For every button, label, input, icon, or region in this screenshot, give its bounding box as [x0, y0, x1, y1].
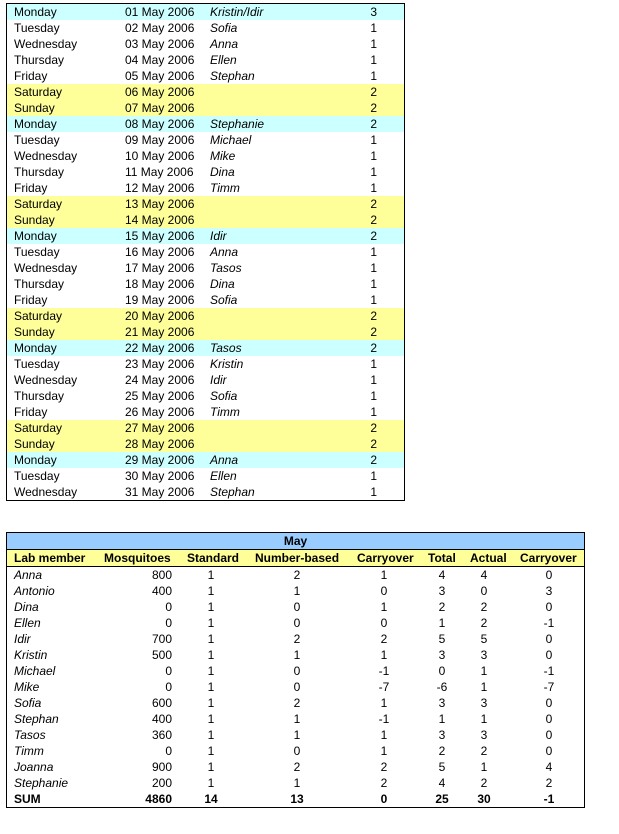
date-cell: 13 May 2006: [125, 197, 195, 211]
number-based-cell: 0: [293, 744, 301, 758]
date-cell: 07 May 2006: [125, 101, 195, 115]
header-mosquitoes: Mosquitoes: [104, 551, 171, 565]
count-cell: 1: [370, 277, 377, 291]
schedule-row: [7, 196, 404, 212]
date-cell: 06 May 2006: [125, 85, 195, 99]
schedule-row: [7, 468, 404, 484]
schedule-row: [7, 180, 404, 196]
name-cell: Sofia: [210, 293, 238, 307]
date-cell: 26 May 2006: [125, 405, 195, 419]
count-cell: 2: [370, 213, 377, 227]
carryover-2-cell: 0: [545, 600, 553, 614]
count-cell: 1: [370, 373, 377, 387]
schedule-table: [6, 3, 405, 501]
summary-row: [7, 711, 584, 727]
schedule-row: [7, 340, 404, 356]
schedule-row: [7, 52, 404, 68]
date-cell: 30 May 2006: [125, 469, 195, 483]
count-cell: 1: [370, 69, 377, 83]
count-cell: 2: [370, 453, 377, 467]
summary-row: [7, 599, 584, 615]
number-based-cell: 0: [293, 600, 301, 614]
schedule-row: [7, 116, 404, 132]
header-actual: Actual: [470, 551, 507, 565]
date-cell: 22 May 2006: [125, 341, 195, 355]
count-cell: 2: [370, 325, 377, 339]
summary-title: May: [7, 533, 584, 550]
schedule-row: [7, 292, 404, 308]
actual-cell: 5: [480, 632, 488, 646]
number-based-cell: 1: [293, 712, 301, 726]
carryover-2-cell: -7: [543, 680, 555, 694]
member-cell: Stephanie: [14, 776, 69, 790]
mosquitoes-cell: 360: [151, 728, 172, 742]
count-cell: 2: [370, 229, 377, 243]
schedule-row: [7, 4, 404, 20]
schedule-row: [7, 388, 404, 404]
carryover-2-cell: 3: [545, 584, 553, 598]
standard-cell: 1: [207, 680, 215, 694]
day-cell: Wednesday: [14, 37, 78, 51]
carryover-cell: 1: [380, 728, 388, 742]
summary-row: [7, 567, 584, 583]
total-cell: 1: [438, 616, 446, 630]
name-cell: Anna: [210, 245, 239, 259]
actual-cell: 4: [480, 568, 488, 582]
total-cell: 1: [438, 712, 446, 726]
mosquitoes-cell: 500: [151, 648, 172, 662]
date-cell: 03 May 2006: [125, 37, 195, 51]
date-cell: 19 May 2006: [125, 293, 195, 307]
summary-row: [7, 615, 584, 631]
number-based-cell: 1: [293, 776, 301, 790]
date-cell: 24 May 2006: [125, 373, 195, 387]
number-based-cell: 1: [293, 728, 301, 742]
standard-cell: 1: [207, 728, 215, 742]
carryover-cell: -1: [378, 712, 390, 726]
member-cell: Anna: [14, 568, 43, 582]
count-cell: 2: [370, 437, 377, 451]
day-cell: Monday: [14, 5, 57, 19]
mosquitoes-cell: 400: [151, 712, 172, 726]
schedule-row: [7, 212, 404, 228]
date-cell: 23 May 2006: [125, 357, 195, 371]
carryover-cell: 1: [380, 744, 388, 758]
count-cell: 1: [370, 133, 377, 147]
day-cell: Thursday: [14, 389, 65, 403]
actual-cell: 2: [480, 776, 488, 790]
day-cell: Tuesday: [14, 245, 60, 259]
count-cell: 1: [370, 389, 377, 403]
schedule-row: [7, 308, 404, 324]
carryover-2-cell: 4: [545, 760, 553, 774]
number-based-cell: 2: [293, 696, 301, 710]
day-cell: Saturday: [14, 85, 63, 99]
schedule-row: [7, 132, 404, 148]
day-cell: Thursday: [14, 277, 65, 291]
count-cell: 1: [370, 21, 377, 35]
count-cell: 2: [370, 197, 377, 211]
name-cell: Anna: [210, 37, 239, 51]
carryover-2-cell: 0: [545, 728, 553, 742]
name-cell: Tasos: [210, 341, 242, 355]
mosquitoes-cell: 600: [151, 696, 172, 710]
day-cell: Sunday: [14, 437, 55, 451]
carryover-2-cell: 0: [545, 648, 553, 662]
standard-cell: 1: [207, 664, 215, 678]
header-standard: Standard: [187, 551, 240, 565]
name-cell: Sofia: [210, 389, 238, 403]
number-based-cell: 0: [293, 616, 301, 630]
header-lab-member: Lab member: [14, 551, 86, 565]
day-cell: Sunday: [14, 213, 55, 227]
header-carryover-2: Carryover: [520, 551, 577, 565]
mosquitoes-cell: 900: [151, 760, 172, 774]
date-cell: 15 May 2006: [125, 229, 195, 243]
summary-row: [7, 631, 584, 647]
summary-row: [7, 663, 584, 679]
actual-cell: 2: [480, 616, 488, 630]
date-cell: 14 May 2006: [125, 213, 195, 227]
standard-cell: 1: [207, 648, 215, 662]
day-cell: Tuesday: [14, 469, 60, 483]
day-cell: Monday: [14, 453, 57, 467]
actual-cell: 3: [480, 648, 488, 662]
carryover-cell: 2: [380, 632, 388, 646]
name-cell: Stephan: [210, 485, 255, 499]
mosquitoes-cell: 700: [151, 632, 172, 646]
total-cell: 4: [438, 776, 446, 790]
schedule-row: [7, 36, 404, 52]
schedule-row: [7, 244, 404, 260]
total-cell: 5: [438, 760, 446, 774]
sum-actual-cell: 30: [477, 792, 491, 806]
carryover-2-cell: -1: [543, 616, 555, 630]
mosquitoes-cell: 0: [165, 600, 172, 614]
summary-row: [7, 727, 584, 743]
day-cell: Wednesday: [14, 261, 78, 275]
total-cell: 3: [438, 696, 446, 710]
total-cell: 4: [438, 568, 446, 582]
carryover-cell: 2: [380, 760, 388, 774]
sum-carryover-2-cell: -1: [543, 792, 555, 806]
number-based-cell: 0: [293, 680, 301, 694]
mosquitoes-cell: 0: [165, 744, 172, 758]
count-cell: 2: [370, 101, 377, 115]
name-cell: Dina: [210, 277, 235, 291]
date-cell: 18 May 2006: [125, 277, 195, 291]
standard-cell: 1: [207, 600, 215, 614]
standard-cell: 1: [207, 632, 215, 646]
count-cell: 1: [370, 37, 377, 51]
header-carryover: Carryover: [357, 551, 414, 565]
carryover-cell: 0: [380, 584, 388, 598]
date-cell: 08 May 2006: [125, 117, 195, 131]
number-based-cell: 2: [293, 568, 301, 582]
mosquitoes-cell: 0: [165, 616, 172, 630]
sum-number-based-cell: 13: [290, 792, 304, 806]
member-cell: Timm: [14, 744, 44, 758]
name-cell: Kristin: [210, 357, 244, 371]
header-number-based: Number-based: [255, 551, 340, 565]
number-based-cell: 2: [293, 632, 301, 646]
member-cell: Stephan: [14, 712, 59, 726]
name-cell: Ellen: [210, 53, 237, 67]
mosquitoes-cell: 0: [165, 664, 172, 678]
total-cell: 2: [438, 744, 446, 758]
member-cell: Antonio: [14, 584, 55, 598]
count-cell: 2: [370, 117, 377, 131]
actual-cell: 1: [480, 680, 488, 694]
day-cell: Tuesday: [14, 21, 60, 35]
sum-standard-cell: 14: [204, 792, 218, 806]
actual-cell: 3: [480, 696, 488, 710]
total-cell: 3: [438, 728, 446, 742]
date-cell: 04 May 2006: [125, 53, 195, 67]
schedule-row: [7, 484, 404, 500]
name-cell: Ellen: [210, 469, 237, 483]
mosquitoes-cell: 200: [151, 776, 172, 790]
schedule-row: [7, 68, 404, 84]
standard-cell: 1: [207, 744, 215, 758]
name-cell: Michael: [210, 133, 252, 147]
date-cell: 21 May 2006: [125, 325, 195, 339]
schedule-row: [7, 148, 404, 164]
day-cell: Thursday: [14, 165, 65, 179]
actual-cell: 3: [480, 728, 488, 742]
count-cell: 1: [370, 469, 377, 483]
summary-row: [7, 775, 584, 791]
header-total: Total: [428, 551, 456, 565]
carryover-2-cell: 0: [545, 712, 553, 726]
date-cell: 01 May 2006: [125, 5, 195, 19]
schedule-row: [7, 324, 404, 340]
summary-row: [7, 759, 584, 775]
name-cell: Mike: [210, 149, 236, 163]
count-cell: 2: [370, 341, 377, 355]
name-cell: Idir: [210, 229, 227, 243]
total-cell: 5: [438, 632, 446, 646]
carryover-cell: 1: [380, 696, 388, 710]
schedule-row: [7, 452, 404, 468]
date-cell: 25 May 2006: [125, 389, 195, 403]
carryover-cell: 1: [380, 648, 388, 662]
member-cell: Dina: [14, 600, 39, 614]
day-cell: Tuesday: [14, 357, 60, 371]
count-cell: 2: [370, 309, 377, 323]
date-cell: 10 May 2006: [125, 149, 195, 163]
total-cell: 2: [438, 600, 446, 614]
carryover-2-cell: 0: [545, 568, 553, 582]
number-based-cell: 2: [293, 760, 301, 774]
standard-cell: 1: [207, 776, 215, 790]
summary-row: [7, 695, 584, 711]
day-cell: Tuesday: [14, 133, 60, 147]
actual-cell: 0: [480, 584, 488, 598]
date-cell: 17 May 2006: [125, 261, 195, 275]
day-cell: Wednesday: [14, 149, 78, 163]
day-cell: Saturday: [14, 197, 63, 211]
day-cell: Friday: [14, 405, 48, 419]
schedule-row: [7, 228, 404, 244]
number-based-cell: 1: [293, 584, 301, 598]
day-cell: Saturday: [14, 309, 63, 323]
carryover-cell: 1: [380, 568, 388, 582]
carryover-cell: -7: [378, 680, 390, 694]
summary-header-row: [7, 550, 584, 567]
day-cell: Saturday: [14, 421, 63, 435]
day-cell: Wednesday: [14, 373, 78, 387]
schedule-row: [7, 164, 404, 180]
count-cell: 1: [370, 485, 377, 499]
date-cell: 12 May 2006: [125, 181, 195, 195]
member-cell: Idir: [14, 632, 31, 646]
standard-cell: 1: [207, 568, 215, 582]
name-cell: Timm: [210, 181, 240, 195]
date-cell: 28 May 2006: [125, 437, 195, 451]
actual-cell: 1: [480, 664, 488, 678]
member-cell: Ellen: [14, 616, 41, 630]
day-cell: Thursday: [14, 53, 65, 67]
name-cell: Stephanie: [210, 117, 265, 131]
name-cell: Dina: [210, 165, 235, 179]
sum-mosquitoes-cell: 4860: [145, 792, 172, 806]
standard-cell: 1: [207, 584, 215, 598]
date-cell: 05 May 2006: [125, 69, 195, 83]
day-cell: Monday: [14, 117, 57, 131]
member-cell: Kristin: [14, 648, 48, 662]
count-cell: 1: [370, 149, 377, 163]
summary-body: [7, 567, 584, 807]
schedule-row: [7, 404, 404, 420]
carryover-2-cell: 0: [545, 696, 553, 710]
standard-cell: 1: [207, 760, 215, 774]
day-cell: Friday: [14, 69, 48, 83]
day-cell: Monday: [14, 229, 57, 243]
date-cell: 16 May 2006: [125, 245, 195, 259]
sum-total-cell: 25: [435, 792, 449, 806]
day-cell: Sunday: [14, 101, 55, 115]
count-cell: 1: [370, 293, 377, 307]
actual-cell: 2: [480, 744, 488, 758]
schedule-row: [7, 20, 404, 36]
count-cell: 1: [370, 261, 377, 275]
day-cell: Sunday: [14, 325, 55, 339]
count-cell: 2: [370, 421, 377, 435]
name-cell: Sofia: [210, 21, 238, 35]
count-cell: 1: [370, 357, 377, 371]
member-cell: Sofia: [14, 696, 42, 710]
member-cell: Mike: [14, 680, 40, 694]
date-cell: 20 May 2006: [125, 309, 195, 323]
carryover-2-cell: 0: [545, 744, 553, 758]
day-cell: Wednesday: [14, 485, 78, 499]
carryover-2-cell: 2: [545, 776, 553, 790]
sum-carryover-cell: 0: [380, 792, 388, 806]
member-cell: Joanna: [14, 760, 54, 774]
count-cell: 1: [370, 53, 377, 67]
number-based-cell: 1: [293, 648, 301, 662]
standard-cell: 1: [207, 712, 215, 726]
date-cell: 09 May 2006: [125, 133, 195, 147]
schedule-row: [7, 84, 404, 100]
standard-cell: 1: [207, 696, 215, 710]
date-cell: 27 May 2006: [125, 421, 195, 435]
summary-row: [7, 743, 584, 759]
name-cell: Stephan: [210, 69, 255, 83]
name-cell: Timm: [210, 405, 240, 419]
carryover-cell: 1: [380, 600, 388, 614]
schedule-row: [7, 356, 404, 372]
name-cell: Anna: [210, 453, 239, 467]
carryover-cell: -1: [378, 664, 390, 678]
count-cell: 1: [370, 245, 377, 259]
carryover-cell: 2: [380, 776, 388, 790]
schedule-row: [7, 260, 404, 276]
number-based-cell: 0: [293, 664, 301, 678]
day-cell: Monday: [14, 341, 57, 355]
standard-cell: 1: [207, 616, 215, 630]
total-cell: 0: [438, 664, 446, 678]
schedule-row: [7, 372, 404, 388]
count-cell: 3: [370, 5, 377, 19]
count-cell: 1: [370, 181, 377, 195]
summary-row: [7, 679, 584, 695]
schedule-row: [7, 276, 404, 292]
summary-table: [6, 532, 585, 808]
sum-member-cell: SUM: [14, 792, 41, 806]
count-cell: 1: [370, 165, 377, 179]
day-cell: Friday: [14, 293, 48, 307]
name-cell: Kristin/Idir: [210, 5, 264, 19]
schedule-row: [7, 420, 404, 436]
actual-cell: 2: [480, 600, 488, 614]
mosquitoes-cell: 400: [151, 584, 172, 598]
carryover-2-cell: -1: [543, 664, 555, 678]
day-cell: Friday: [14, 181, 48, 195]
total-cell: 3: [438, 648, 446, 662]
carryover-2-cell: 0: [545, 632, 553, 646]
mosquitoes-cell: 0: [165, 680, 172, 694]
summary-row: [7, 583, 584, 599]
member-cell: Tasos: [14, 728, 46, 742]
carryover-cell: 0: [380, 616, 388, 630]
total-cell: -6: [436, 680, 448, 694]
count-cell: 1: [370, 405, 377, 419]
summary-row: [7, 647, 584, 663]
date-cell: 02 May 2006: [125, 21, 195, 35]
actual-cell: 1: [480, 760, 488, 774]
schedule-row: [7, 100, 404, 116]
name-cell: Tasos: [210, 261, 242, 275]
name-cell: Idir: [210, 373, 227, 387]
actual-cell: 1: [480, 712, 488, 726]
mosquitoes-cell: 800: [151, 568, 172, 582]
total-cell: 3: [438, 584, 446, 598]
member-cell: Michael: [14, 664, 56, 678]
summary-sum-row: [7, 791, 584, 807]
date-cell: 31 May 2006: [125, 485, 195, 499]
schedule-row: [7, 436, 404, 452]
date-cell: 29 May 2006: [125, 453, 195, 467]
count-cell: 2: [370, 85, 377, 99]
date-cell: 11 May 2006: [125, 165, 194, 179]
